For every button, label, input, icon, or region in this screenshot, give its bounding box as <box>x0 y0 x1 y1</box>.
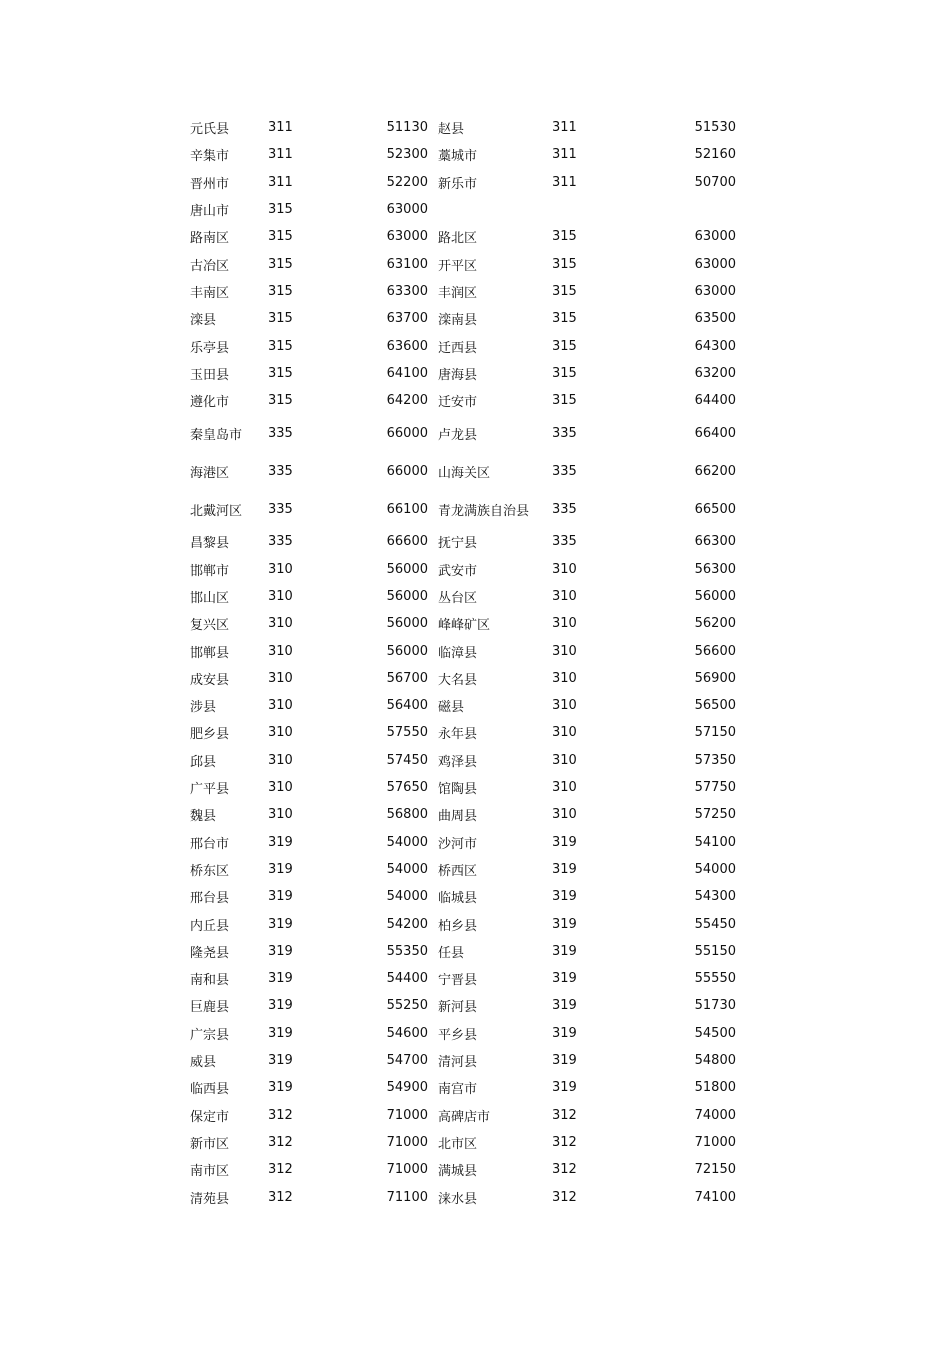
table-row <box>190 856 736 883</box>
place-name-cell: 昌黎县 <box>190 536 230 552</box>
postal-code-cell: 71000 <box>694 1134 736 1150</box>
postal-code-cell: 63000 <box>386 202 428 218</box>
postal-code-cell: 52300 <box>386 147 428 163</box>
area-code-cell: 310 <box>268 670 293 686</box>
place-name-cell: 清河县 <box>438 1055 478 1071</box>
place-name-cell: 武安市 <box>438 563 478 579</box>
area-code-cell: 319 <box>268 1053 293 1069</box>
place-name-cell: 滦县 <box>190 313 217 329</box>
postal-code-cell: 63100 <box>386 256 428 272</box>
table-row <box>190 114 736 141</box>
postal-code-cell: 57550 <box>386 725 428 741</box>
area-code-cell: 315 <box>552 338 577 354</box>
postal-code-cell: 56900 <box>694 670 736 686</box>
area-code-cell: 312 <box>268 1162 293 1178</box>
area-code-cell: 310 <box>268 780 293 796</box>
place-name-cell: 山海关区 <box>438 465 491 481</box>
area-code-cell: 335 <box>552 425 577 441</box>
table-row <box>190 141 736 168</box>
place-name-cell: 卢龙县 <box>438 427 478 443</box>
place-name-cell: 藁城市 <box>438 149 478 165</box>
area-code-cell: 311 <box>552 147 577 163</box>
postal-code-cell: 55150 <box>694 943 736 959</box>
area-code-cell: 315 <box>552 365 577 381</box>
table-row <box>190 414 736 452</box>
area-code-cell: 311 <box>268 174 293 190</box>
area-code-cell: 310 <box>268 807 293 823</box>
area-code-cell: 335 <box>268 501 293 517</box>
area-code-cell: 319 <box>552 861 577 877</box>
place-name-cell: 南宫市 <box>438 1082 478 1098</box>
place-name-cell: 新市区 <box>190 1136 230 1152</box>
place-name-cell: 魏县 <box>190 809 217 825</box>
postal-code-cell: 55350 <box>386 943 428 959</box>
place-name-cell: 路北区 <box>438 231 478 247</box>
place-name-cell: 新河县 <box>438 1000 478 1016</box>
area-code-cell: 335 <box>552 463 577 479</box>
place-name-cell: 路南区 <box>190 231 230 247</box>
area-code-cell: 310 <box>552 752 577 768</box>
area-code-cell: 315 <box>552 283 577 299</box>
area-code-cell: 335 <box>268 425 293 441</box>
place-name-cell: 北戴河区 <box>190 503 243 519</box>
area-code-cell: 319 <box>268 1025 293 1041</box>
place-name-cell: 丛台区 <box>438 591 478 606</box>
place-name-cell: 广平县 <box>190 782 230 798</box>
postal-code-cell: 63000 <box>386 229 428 245</box>
postal-code-cell: 54700 <box>386 1053 428 1069</box>
postal-code-cell: 51530 <box>694 120 736 136</box>
place-name-cell: 秦皇岛市 <box>190 427 243 443</box>
postal-code-cell: 55450 <box>694 916 736 932</box>
area-code-cell: 310 <box>552 616 577 632</box>
table-row <box>190 938 736 965</box>
table-row <box>190 829 736 856</box>
place-name-cell: 清苑县 <box>190 1191 230 1207</box>
area-code-cell: 310 <box>552 698 577 714</box>
postal-code-cell: 74000 <box>694 1107 736 1123</box>
area-code-cell: 319 <box>552 889 577 905</box>
postal-code-cell: 54000 <box>694 861 736 877</box>
table-row <box>190 719 736 746</box>
place-name-cell: 辛集市 <box>190 149 230 165</box>
place-name-cell: 唐山市 <box>190 204 230 220</box>
table-row <box>190 1102 736 1129</box>
place-name-cell: 元氏县 <box>190 122 230 138</box>
place-name-cell: 桥东区 <box>190 863 230 879</box>
area-code-cell: 310 <box>552 807 577 823</box>
place-name-cell: 迁安市 <box>438 395 478 411</box>
area-code-cell: 311 <box>552 120 577 136</box>
area-code-cell: 312 <box>552 1134 577 1150</box>
place-name-cell: 涉县 <box>190 700 217 716</box>
area-code-cell: 315 <box>268 256 293 272</box>
table-row <box>190 305 736 332</box>
place-name-cell: 高碑店市 <box>438 1109 491 1125</box>
place-name-cell: 肥乡县 <box>190 727 230 743</box>
postal-code-cell: 56000 <box>386 616 428 632</box>
area-postal-code-table <box>190 114 736 1211</box>
place-name-cell: 永年县 <box>438 727 478 743</box>
place-name-cell: 任县 <box>438 945 465 961</box>
area-code-cell: 319 <box>552 1025 577 1041</box>
area-code-cell: 310 <box>552 780 577 796</box>
area-code-cell: 311 <box>268 120 293 136</box>
table-row <box>190 556 736 583</box>
table-row <box>190 910 736 937</box>
place-name-cell: 沙河市 <box>438 836 478 852</box>
place-name-cell: 临漳县 <box>438 645 478 661</box>
table-row <box>190 1183 736 1210</box>
place-name-cell: 开平区 <box>438 258 478 274</box>
table-row <box>190 1020 736 1047</box>
place-name-cell: 滦南县 <box>438 313 478 329</box>
area-code-cell: 315 <box>268 311 293 327</box>
postal-code-cell: 63600 <box>386 338 428 354</box>
place-name-cell: 南市区 <box>190 1164 230 1180</box>
table-row <box>190 992 736 1019</box>
postal-code-cell: 57350 <box>694 752 736 768</box>
place-name-cell: 玉田县 <box>190 367 230 383</box>
area-code-cell: 310 <box>268 643 293 659</box>
area-code-cell: 335 <box>268 463 293 479</box>
table-row <box>190 883 736 910</box>
table-row <box>190 196 736 223</box>
place-name-cell: 北市区 <box>438 1136 478 1152</box>
place-name-cell: 邢台县 <box>190 891 230 907</box>
postal-code-cell: 52160 <box>694 147 736 163</box>
place-name-cell: 桥西区 <box>438 863 478 879</box>
table-row <box>190 747 736 774</box>
postal-code-cell: 63200 <box>694 365 736 381</box>
place-name-cell: 迁西县 <box>438 340 478 356</box>
area-code-cell: 311 <box>552 174 577 190</box>
area-code-cell: 310 <box>552 561 577 577</box>
area-code-cell: 319 <box>268 971 293 987</box>
place-name-cell: 满城县 <box>438 1164 478 1180</box>
area-code-cell: 335 <box>268 534 293 550</box>
postal-code-cell: 63000 <box>694 229 736 245</box>
postal-code-cell: 57450 <box>386 752 428 768</box>
area-code-cell: 315 <box>268 283 293 299</box>
place-name-cell: 唐海县 <box>438 367 478 383</box>
area-code-cell: 319 <box>552 834 577 850</box>
table-row <box>190 1074 736 1101</box>
place-name-cell: 鸡泽县 <box>438 754 478 770</box>
area-code-cell: 319 <box>268 943 293 959</box>
postal-code-cell: 51730 <box>694 998 736 1014</box>
postal-code-cell: 55250 <box>386 998 428 1014</box>
postal-code-cell: 63000 <box>694 256 736 272</box>
area-code-cell: 319 <box>552 1053 577 1069</box>
area-code-cell: 315 <box>268 202 293 218</box>
postal-code-cell: 56000 <box>386 561 428 577</box>
postal-code-cell: 56200 <box>694 616 736 632</box>
area-code-cell: 312 <box>552 1107 577 1123</box>
postal-code-cell: 56000 <box>386 643 428 659</box>
postal-code-cell: 66200 <box>694 463 736 479</box>
place-name-cell: 成安县 <box>190 672 230 688</box>
area-code-cell: 335 <box>552 501 577 517</box>
postal-code-cell: 54500 <box>694 1025 736 1041</box>
place-name-cell: 平乡县 <box>438 1027 478 1043</box>
postal-code-cell: 66000 <box>386 463 428 479</box>
postal-code-cell: 54100 <box>694 834 736 850</box>
postal-code-cell: 54600 <box>386 1025 428 1041</box>
table-row <box>190 223 736 250</box>
postal-code-cell: 54300 <box>694 889 736 905</box>
place-name-cell: 南和县 <box>190 973 230 989</box>
area-code-cell: 315 <box>268 229 293 245</box>
table-row <box>190 250 736 277</box>
place-name-cell: 巨鹿县 <box>190 1000 230 1016</box>
area-code-cell: 319 <box>552 1080 577 1096</box>
postal-code-cell: 56500 <box>694 698 736 714</box>
place-name-cell: 隆尧县 <box>190 945 230 961</box>
place-name-cell: 临西县 <box>190 1082 230 1098</box>
postal-code-cell: 52200 <box>386 174 428 190</box>
place-name-cell: 新乐市 <box>438 176 478 192</box>
postal-code-cell: 74100 <box>694 1189 736 1205</box>
postal-code-cell: 56600 <box>694 643 736 659</box>
area-code-cell: 312 <box>268 1189 293 1205</box>
postal-code-cell: 66300 <box>694 534 736 550</box>
postal-code-cell: 71000 <box>386 1107 428 1123</box>
area-code-cell: 319 <box>268 889 293 905</box>
postal-code-cell: 56300 <box>694 561 736 577</box>
area-code-cell: 312 <box>268 1107 293 1123</box>
area-code-cell: 315 <box>268 393 293 409</box>
place-name-cell: 乐亭县 <box>190 340 230 356</box>
area-code-cell: 310 <box>552 589 577 604</box>
table-row <box>190 1129 736 1156</box>
postal-code-cell: 66600 <box>386 534 428 550</box>
postal-code-cell: 66000 <box>386 425 428 441</box>
postal-code-cell: 64300 <box>694 338 736 354</box>
area-code-cell: 315 <box>552 393 577 409</box>
postal-code-cell: 56800 <box>386 807 428 823</box>
area-code-cell: 319 <box>552 971 577 987</box>
place-name-cell: 海港区 <box>190 465 230 481</box>
area-code-cell: 310 <box>268 561 293 577</box>
area-code-cell: 312 <box>552 1162 577 1178</box>
table-row <box>190 387 736 414</box>
area-code-cell: 315 <box>552 256 577 272</box>
table-row <box>190 692 736 719</box>
postal-code-cell: 54000 <box>386 861 428 877</box>
place-name-cell: 馆陶县 <box>438 782 478 798</box>
postal-code-cell: 72150 <box>694 1162 736 1178</box>
area-code-cell: 319 <box>268 834 293 850</box>
area-code-cell: 315 <box>552 229 577 245</box>
postal-code-cell: 56700 <box>386 670 428 686</box>
postal-code-cell: 54800 <box>694 1053 736 1069</box>
table-row <box>190 665 736 692</box>
place-name-cell: 柏乡县 <box>438 918 478 934</box>
place-name-cell: 曲周县 <box>438 809 478 825</box>
place-name-cell: 赵县 <box>438 122 465 138</box>
area-code-cell: 310 <box>552 643 577 659</box>
place-name-cell: 威县 <box>190 1055 217 1071</box>
area-code-cell: 319 <box>268 916 293 932</box>
place-name-cell: 丰润区 <box>438 285 478 301</box>
table-row <box>190 610 736 637</box>
postal-code-cell: 57650 <box>386 780 428 796</box>
place-name-cell: 峰峰矿区 <box>438 618 491 634</box>
place-name-cell: 青龙满族自治县 <box>438 503 530 519</box>
postal-code-cell: 50700 <box>694 174 736 190</box>
place-name-cell: 宁晋县 <box>438 973 478 989</box>
place-name-cell: 大名县 <box>438 672 478 688</box>
postal-code-cell: 66500 <box>694 501 736 517</box>
postal-code-cell: 56000 <box>386 589 428 604</box>
place-name-cell: 古冶区 <box>190 258 230 274</box>
place-name-cell: 涞水县 <box>438 1191 478 1207</box>
table-row <box>190 774 736 801</box>
area-code-cell <box>552 196 632 223</box>
area-code-cell: 319 <box>268 998 293 1014</box>
area-code-cell: 319 <box>552 998 577 1014</box>
place-name-cell: 晋州市 <box>190 176 230 192</box>
table-row <box>190 1156 736 1183</box>
place-name-cell: 丰南区 <box>190 285 230 301</box>
area-code-cell: 312 <box>552 1189 577 1205</box>
table-row <box>190 169 736 196</box>
table-row <box>190 278 736 305</box>
area-code-cell: 319 <box>552 943 577 959</box>
postal-code-cell: 66400 <box>694 425 736 441</box>
postal-code-cell: 63300 <box>386 283 428 299</box>
postal-code-cell: 64400 <box>694 393 736 409</box>
place-name-cell: 邢台市 <box>190 836 230 852</box>
place-name-cell: 内丘县 <box>190 918 230 934</box>
postal-code-cell: 56400 <box>386 698 428 714</box>
table-row <box>190 490 736 528</box>
table-row <box>190 583 736 610</box>
place-name-cell: 邯郸市 <box>190 563 230 579</box>
place-name-cell: 邯山区 <box>190 591 230 606</box>
postal-code-cell: 54900 <box>386 1080 428 1096</box>
table-row <box>190 360 736 387</box>
table-row <box>190 965 736 992</box>
area-code-cell: 312 <box>268 1134 293 1150</box>
postal-code-cell: 64200 <box>386 393 428 409</box>
postal-code-cell: 57250 <box>694 807 736 823</box>
postal-code-cell: 63500 <box>694 311 736 327</box>
postal-code-cell: 55550 <box>694 971 736 987</box>
postal-code-cell: 63700 <box>386 311 428 327</box>
postal-code-cell: 56000 <box>694 589 736 604</box>
area-code-cell: 315 <box>268 338 293 354</box>
postal-code-cell <box>632 196 736 223</box>
postal-code-cell: 64100 <box>386 365 428 381</box>
postal-code-cell: 54400 <box>386 971 428 987</box>
table-row <box>190 1047 736 1074</box>
place-name-cell <box>438 196 552 223</box>
area-code-cell: 319 <box>268 1080 293 1096</box>
place-name-cell: 临城县 <box>438 891 478 907</box>
area-code-cell: 315 <box>552 311 577 327</box>
area-code-cell: 310 <box>268 725 293 741</box>
place-name-cell: 抚宁县 <box>438 536 478 552</box>
place-name-cell: 广宗县 <box>190 1027 230 1043</box>
table-row <box>190 637 736 664</box>
table-row <box>190 332 736 359</box>
postal-code-cell: 54000 <box>386 889 428 905</box>
postal-code-cell: 57750 <box>694 780 736 796</box>
area-code-cell: 310 <box>552 725 577 741</box>
place-name-cell: 遵化市 <box>190 395 230 411</box>
place-name-cell: 邱县 <box>190 754 217 770</box>
area-code-cell: 310 <box>552 670 577 686</box>
table-row <box>190 452 736 490</box>
postal-code-cell: 71100 <box>386 1189 428 1205</box>
area-code-cell: 311 <box>268 147 293 163</box>
postal-code-cell: 51800 <box>694 1080 736 1096</box>
postal-code-cell: 54000 <box>386 834 428 850</box>
place-name-cell: 保定市 <box>190 1109 230 1125</box>
area-code-cell: 319 <box>552 916 577 932</box>
area-code-cell: 310 <box>268 752 293 768</box>
postal-code-cell: 71000 <box>386 1134 428 1150</box>
place-name-cell: 邯郸县 <box>190 645 230 661</box>
area-code-cell: 310 <box>268 616 293 632</box>
area-code-cell: 315 <box>268 365 293 381</box>
area-code-cell: 335 <box>552 534 577 550</box>
table-row <box>190 801 736 828</box>
place-name-cell: 磁县 <box>438 700 465 716</box>
postal-code-cell: 51130 <box>386 120 428 136</box>
area-code-cell: 310 <box>268 589 293 604</box>
area-code-cell: 319 <box>268 861 293 877</box>
place-name-cell: 复兴区 <box>190 618 230 634</box>
area-code-cell: 310 <box>268 698 293 714</box>
postal-code-cell: 57150 <box>694 725 736 741</box>
postal-code-cell: 63000 <box>694 283 736 299</box>
postal-code-cell: 66100 <box>386 501 428 517</box>
table-row <box>190 528 736 555</box>
postal-code-cell: 71000 <box>386 1162 428 1178</box>
table-body <box>190 114 736 1211</box>
postal-code-cell: 54200 <box>386 916 428 932</box>
